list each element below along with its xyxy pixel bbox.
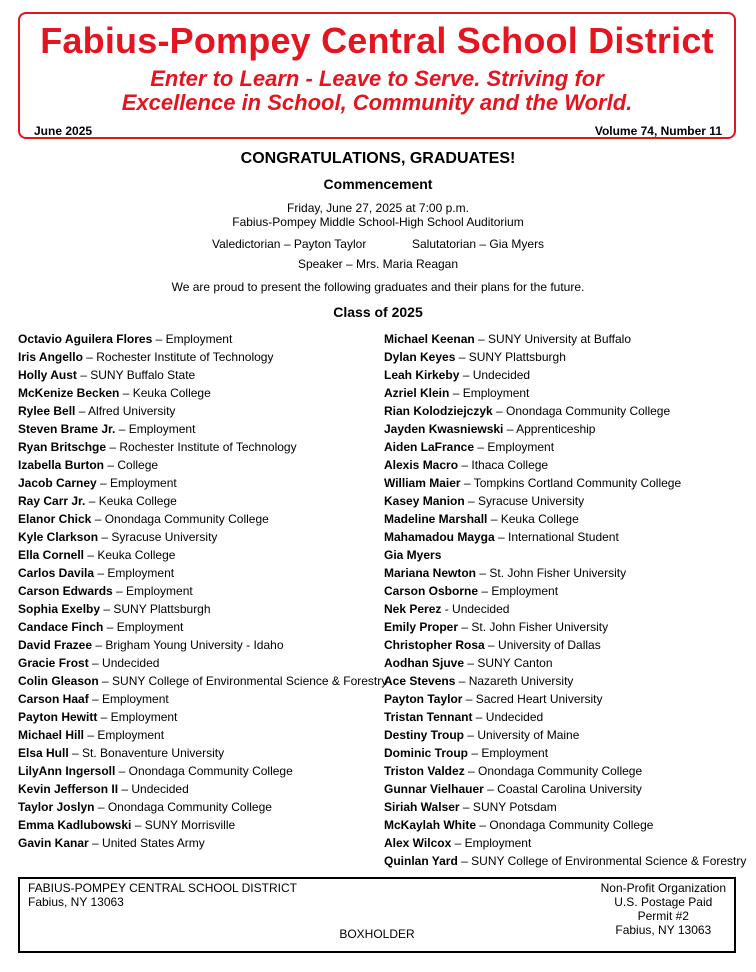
postage-line-1: Non-Profit Organization [600,881,726,895]
graduate-entry [384,546,746,564]
graduate-entry [384,618,746,636]
graduate-entry [18,816,387,834]
graduate-entry [384,456,746,474]
graduate-entry [18,780,387,798]
graduate-plan: – Rochester Institute of Technology [106,440,297,454]
graduate-plan: – United States Army [88,836,205,850]
graduate-plan: – Undecided [118,782,189,796]
graduate-plan: – Employment [478,584,559,598]
graduate-plan: – Coastal Carolina University [483,782,642,796]
graduate-name: Emily Proper [384,620,459,634]
graduate-name: Carson Osborne [384,584,479,598]
headline: CONGRATULATIONS, GRADUATES! [240,150,516,167]
graduate-plan: – University of Dallas [484,638,601,652]
graduate-name: Elsa Hull [18,746,69,760]
graduate-name: LilyAnn Ingersoll [18,764,116,778]
commencement-datetime: Friday, June 27, 2025 at 7:00 p.m. [287,201,469,215]
graduate-plan: – Employment [84,728,165,742]
graduate-name: Ace Stevens [384,674,456,688]
graduate-entry [384,798,746,816]
graduate-name: William Maier [384,476,461,490]
graduate-entry [384,852,746,870]
graduate-entry [18,636,387,654]
graduate-plan: – SUNY Potsdam [459,800,557,814]
graduate-entry [18,726,387,744]
graduate-plan: – Employment [97,710,178,724]
graduate-name: McKaylah White [384,818,477,832]
graduate-plan: – SUNY Plattsburgh [100,602,211,616]
graduate-entry [18,348,387,366]
graduate-entry [384,600,746,618]
graduate-name: Dominic Troup [384,746,468,760]
valedictorian: Valedictorian – Payton Taylor [212,237,367,251]
graduate-plan: – Onondaga Community College [94,800,272,814]
recipient: BOXHOLDER [339,927,415,941]
graduate-name: Kyle Clarkson [18,530,99,544]
motto-line-1: Enter to Learn - Leave to Serve. Striving for [150,66,604,91]
graduate-name: Siriah Walser [384,800,460,814]
graduate-entry [18,330,387,348]
graduates-list-right [384,330,746,870]
graduate-entry [18,582,387,600]
graduate-plan: – Employment [88,692,169,706]
graduate-entry [384,726,746,744]
graduate-plan: – Employment [112,584,193,598]
graduate-name: McKenize Becken [18,386,120,400]
postage-line-3: Permit #2 [637,909,689,923]
issue-date: June 2025 [34,124,93,138]
graduate-name: Jayden Kwasniewski [384,422,504,436]
graduate-name: Michael Keenan [384,332,475,346]
postage-line-2: U.S. Postage Paid [614,895,713,909]
graduate-entry [384,762,746,780]
graduate-name: Aodhan Sjuve [384,656,465,670]
graduate-name: Emma Kadlubowski [18,818,132,832]
graduate-name: Jacob Carney [18,476,97,490]
graduate-name: Leah Kirkeby [384,368,460,382]
graduate-entry [384,564,746,582]
graduate-entry [18,618,387,636]
graduate-name: Steven Brame Jr. [18,422,116,436]
graduate-plan: – International Student [494,530,619,544]
graduate-name: Octavio Aguilera Flores [18,332,153,346]
graduates-list-left [18,330,387,852]
graduate-entry [18,762,387,780]
graduate-plan: – St. Bonaventure University [68,746,225,760]
graduate-plan: – Undecided [88,656,160,670]
graduate-plan: – Keuka College [85,494,177,508]
graduate-entry [18,438,387,456]
graduate-name: Aiden LaFrance [384,440,475,454]
graduate-entry [18,474,387,492]
issue-volume: Volume 74, Number 11 [594,124,722,138]
graduate-name: Alexis Macro [384,458,459,472]
graduate-plan: – SUNY Plattsburgh [455,350,566,364]
graduate-entry [384,708,746,726]
graduate-name: Mahamadou Mayga [384,530,495,544]
graduate-entry [384,492,746,510]
graduate-plan: – Employment [474,440,555,454]
sender-name: FABIUS-POMPEY CENTRAL SCHOOL DISTRICT [28,881,297,895]
graduate-plan: – Rochester Institute of Technology [82,350,274,364]
graduate-name: Tristan Tennant [384,710,473,724]
motto-line-2: Excellence in School, Community and the World. [121,90,633,115]
graduate-entry [384,510,746,528]
graduate-entry [384,384,746,402]
masthead [18,12,736,139]
graduate-name: David Frazee [18,638,93,652]
graduate-entry [384,438,746,456]
district-motto [20,67,734,115]
graduate-plan: – Nazareth University [455,674,574,688]
graduate-name: Triston Valdez [384,764,465,778]
graduate-name: Carlos Davila [18,566,95,580]
sender-city: Fabius, NY 13063 [28,895,124,909]
graduate-entry [18,510,387,528]
graduate-name: Gia Myers [384,548,442,562]
graduate-plan: – Employment [115,422,196,436]
graduate-entry [18,528,387,546]
graduate-name: Christopher Rosa [384,638,485,652]
graduate-entry [18,654,387,672]
graduate-plan: – Onondaga Community College [492,404,671,418]
graduate-plan: – Onondaga Community College [476,818,654,832]
class-heading: Class of 2025 [333,304,423,320]
graduate-plan: – Keuka College [487,512,579,526]
newsletter-title: Fabius-Pompey Central School District [40,20,714,61]
graduate-plan: – Employment [451,836,532,850]
graduate-plan: – Tompkins Cortland Community College [460,476,682,490]
postage-line-4: Fabius, NY 13063 [615,923,712,937]
graduate-plan: – Employment [449,386,530,400]
graduate-plan: – Brigham Young University - Idaho [92,638,284,652]
graduate-plan: – Keuka College [119,386,211,400]
graduate-name: Gavin Kanar [18,836,89,850]
graduate-entry [18,798,387,816]
graduate-entry [384,420,746,438]
graduate-plan: – Sacred Heart University [462,692,603,706]
graduate-plan: – Alfred University [75,404,176,418]
graduate-entry [18,546,387,564]
graduate-plan: – Undecided [459,368,531,382]
graduate-entry [18,564,387,582]
graduate-plan: – College [104,458,159,472]
graduate-name: Candace Finch [18,620,104,634]
graduate-plan: – Keuka College [84,548,176,562]
graduate-plan: – Employment [94,566,175,580]
graduate-entry [18,708,387,726]
graduate-entry [18,492,387,510]
graduate-entry [18,744,387,762]
graduate-name: Ella Cornell [18,548,85,562]
graduate-plan: – Employment [96,476,177,490]
graduate-plan: – Employment [468,746,549,760]
graduate-plan: – Onondaga Community College [115,764,293,778]
graduate-plan: – SUNY College of Environmental Science & Forestry [98,674,388,688]
mailing-panel [18,877,736,953]
graduate-name: Kevin Jefferson II [18,782,119,796]
graduate-name: Gracie Frost [18,656,89,670]
graduate-plan: – Syracuse University [464,494,585,508]
graduate-plan: – Onondaga Community College [464,764,643,778]
graduate-entry [384,780,746,798]
graduate-name: Destiny Troup [384,728,465,742]
graduate-entry [384,474,746,492]
graduate-name: Ryan Britschge [18,440,107,454]
graduate-name: Carson Edwards [18,584,113,598]
graduate-name: Gunnar Vielhauer [384,782,484,796]
graduate-plan: – St. John Fisher University [476,566,627,580]
graduate-name: Holly Aust [18,368,77,382]
graduate-entry [384,834,746,852]
graduate-entry [18,672,387,690]
graduate-plan: – SUNY Buffalo State [76,368,196,382]
graduate-name: Iris Angello [18,350,83,364]
graduate-entry [18,384,387,402]
graduate-entry [18,690,387,708]
graduate-entry [18,366,387,384]
graduate-name: Rylee Bell [18,404,76,418]
graduate-plan: – University of Maine [464,728,580,742]
commencement-location: Fabius-Pompey Middle School-High School Auditorium [232,215,524,229]
graduate-name: Dylan Keyes [384,350,456,364]
graduate-name: Izabella Burton [18,458,105,472]
graduate-entry [384,582,746,600]
graduate-entry [384,402,746,420]
graduate-entry [384,654,746,672]
graduate-entry [384,348,746,366]
graduate-name: Ray Carr Jr. [18,494,86,508]
graduate-plan: – Syracuse University [98,530,218,544]
graduate-name: Nek Perez [384,602,442,616]
graduate-name: Azriel Klein [384,386,450,400]
graduate-name: Colin Gleason [18,674,99,688]
graduate-name: Sophia Exelby [18,602,101,616]
graduate-entry [384,690,746,708]
graduate-entry [384,528,746,546]
graduate-plan: – SUNY University at Buffalo [474,332,631,346]
graduate-name: Michael Hill [18,728,85,742]
graduate-plan: - Undecided [441,602,510,616]
graduate-entry [384,330,746,348]
graduate-entry [18,600,387,618]
graduate-plan: – Ithaca College [458,458,549,472]
graduate-plan: – Undecided [472,710,544,724]
graduate-plan: – Onondaga Community College [91,512,269,526]
graduate-name: Madeline Marshall [384,512,488,526]
graduate-plan: – SUNY Morrisville [131,818,236,832]
salutatorian: Salutatorian – Gia Myers [412,237,545,251]
graduate-entry [384,366,746,384]
graduate-name: Rian Kolodziejczyk [384,404,493,418]
commencement-heading: Commencement [323,176,433,192]
graduate-name: Alex Wilcox [384,836,452,850]
graduate-entry [384,744,746,762]
speaker: Speaker – Mrs. Maria Reagan [297,257,459,271]
graduate-entry [18,456,387,474]
return-address [28,881,297,909]
intro-text: We are proud to present the following graduates and their plans for the future. [171,280,585,294]
graduate-plan: – St. John Fisher University [458,620,609,634]
graduate-plan: – Apprenticeship [503,422,596,436]
graduate-entry [384,816,746,834]
graduate-plan: – Employment [103,620,184,634]
graduate-name: Kasey Manion [384,494,465,508]
graduate-entry [18,834,387,852]
graduate-plan: – SUNY College of Environmental Science & Forestry [457,854,747,868]
graduate-entry [18,420,387,438]
graduate-name: Payton Hewitt [18,710,98,724]
graduate-name: Mariana Newton [384,566,477,580]
graduate-plan: – SUNY Canton [464,656,553,670]
graduate-name: Carson Haaf [18,692,89,706]
graduate-entry [384,636,746,654]
graduate-name: Quinlan Yard [384,854,458,868]
graduate-name: Taylor Joslyn [18,800,95,814]
graduate-name: Payton Taylor [384,692,463,706]
graduate-name: Elanor Chick [18,512,92,526]
graduate-plan: – Employment [152,332,233,346]
graduate-entry [18,402,387,420]
graduate-entry [384,672,746,690]
